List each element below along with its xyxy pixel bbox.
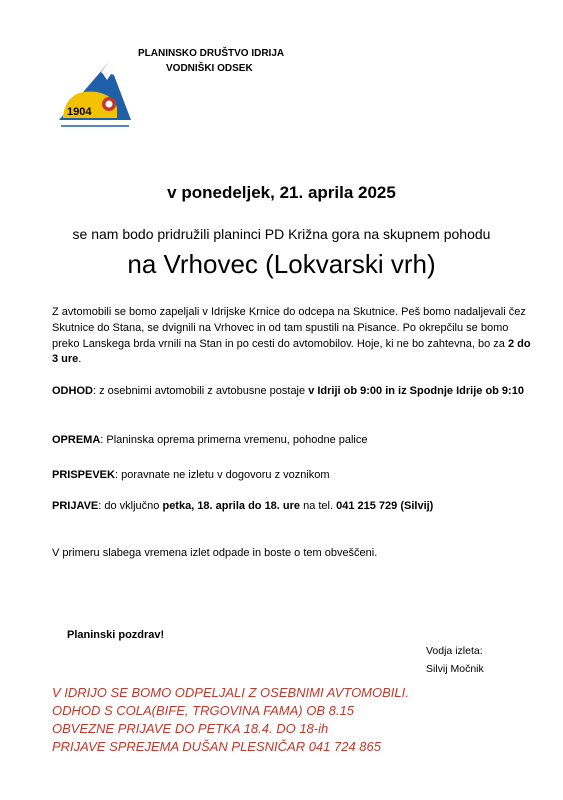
org-line-1: PLANINSKO DRUŠTVO IDRIJA — [138, 48, 285, 59]
event-intro: se nam bodo pridružili planinci PD Križna gora na skupnem pohodu — [72, 226, 491, 242]
odhod-section — [52, 384, 532, 400]
logo-year: 1904 — [67, 106, 92, 118]
leader-block — [426, 642, 484, 678]
club-logo — [57, 52, 133, 132]
oprema-text: : Planinska oprema primerna vremenu, pohodne palice — [100, 434, 368, 446]
prijave-phone: 041 215 729 (Silvij) — [336, 500, 434, 512]
notice-line: V IDRIJO SE BOMO ODPELJALI Z OSEBNIMI AVTOMOBILI. — [52, 685, 409, 700]
prijave-deadline: petka, 18. aprila do 18. ure — [162, 500, 301, 512]
prijave-text-2: na tel. — [300, 500, 337, 512]
prispevek-text: : poravnate ne izletu v dogovoru z voznikom — [114, 469, 330, 481]
odhod-times: v Idriji ob 9:00 in iz Spodnje Idrije ob 9:10 — [308, 385, 524, 397]
prispevek-section — [52, 468, 532, 484]
prispevek-label: PRISPEVEK — [52, 469, 115, 481]
red-notice — [52, 684, 552, 756]
greeting: Planinski pozdrav! — [67, 629, 165, 641]
org-line-2: VODNIŠKI ODSEK — [166, 63, 253, 74]
oprema-section — [52, 433, 532, 449]
notice-line: OBVEZNE PRIJAVE DO PETKA 18.4. DO 18-ih — [52, 721, 329, 736]
leader-name: Silvij Močnik — [426, 663, 484, 675]
weather-notice: V primeru slabega vremena izlet odpade in boste o tem obveščeni. — [52, 547, 378, 559]
odhod-text: : z osebnimi avtomobili z avtobusne postaje — [92, 385, 309, 397]
prijave-label: PRIJAVE — [52, 500, 99, 512]
event-title: na Vrhovec (Lokvarski vrh) — [127, 249, 436, 279]
description-paragraph — [52, 305, 532, 368]
oprema-label: OPREMA — [52, 434, 101, 446]
event-date: v ponedeljek, 21. aprila 2025 — [167, 183, 396, 202]
odhod-label: ODHOD — [52, 385, 93, 397]
org-name — [138, 46, 284, 76]
notice-line: PRIJAVE SPREJEMA DUŠAN PLESNIČAR 041 724 865 — [52, 739, 381, 754]
duration-value: 2 do 3 ure — [52, 337, 531, 366]
prijave-text-1: : do vključno — [98, 500, 163, 512]
description-end: . — [78, 353, 82, 366]
description-text: Z avtomobili se bomo zapeljali v Idrijske Krnice do odcepa na Skutnice. Peš bomo nadaljevali čez Skutnice do Stana, se dvignili na Vrhovec in od tam spustili na Pisance. Po okrepčilu se bomo preko Lanskega brda vrnili na Stan in po cesti do avtomobilov. Hoje, ki ne bo zahtevna, bo za — [52, 306, 526, 350]
prijave-section — [52, 499, 532, 515]
notice-line: ODHOD S COLA(BIFE, TRGOVINA FAMA) OB 8.15 — [52, 703, 354, 718]
mountain-emblem-icon — [57, 52, 133, 132]
leader-label: Vodja izleta: — [426, 645, 483, 657]
